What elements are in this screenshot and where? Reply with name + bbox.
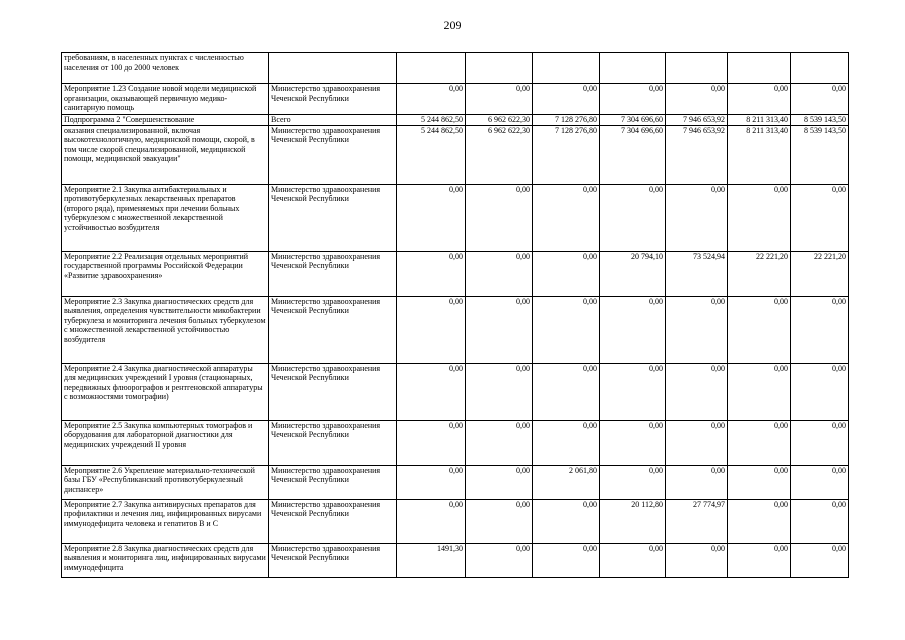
activity-name-cell: оказания специализированной, включая высокотехнологичную, медицинской помощи, скорой, в том числе скорой специализированной, медицинской помощи, медицинской эвакуации" (62, 125, 269, 184)
amount-cell: 0,00 (728, 543, 791, 577)
amount-cell: 0,00 (397, 84, 466, 115)
amount-cell: 0,00 (666, 296, 728, 363)
amount-cell (600, 53, 666, 84)
executor-cell: Министерство здравоохранения Чеченской Республики (269, 125, 397, 184)
amount-cell: 22 221,20 (728, 251, 791, 296)
amount-cell: 0,00 (533, 184, 600, 251)
amount-cell: 0,00 (600, 184, 666, 251)
amount-cell: 8 539 143,50 (791, 125, 849, 184)
amount-cell: 73 524,94 (666, 251, 728, 296)
executor-cell: Министерство здравоохранения Чеченской Республики (269, 84, 397, 115)
table-row (62, 125, 849, 184)
amount-cell: 20 794,10 (600, 251, 666, 296)
table-row (62, 363, 849, 420)
executor-cell: Министерство здравоохранения Чеченской Республики (269, 251, 397, 296)
amount-cell: 0,00 (600, 84, 666, 115)
amount-cell (666, 53, 728, 84)
amount-cell: 0,00 (791, 499, 849, 543)
table-body (62, 53, 849, 578)
amount-cell: 0,00 (466, 251, 533, 296)
amount-cell: 0,00 (533, 363, 600, 420)
amount-cell: 0,00 (728, 296, 791, 363)
amount-cell: 0,00 (728, 84, 791, 115)
amount-cell: 6 962 622,30 (466, 125, 533, 184)
amount-cell: 0,00 (466, 543, 533, 577)
amount-cell: 0,00 (533, 499, 600, 543)
amount-cell: 6 962 622,30 (466, 115, 533, 126)
table-row (62, 296, 849, 363)
table-row (62, 499, 849, 543)
activity-name-cell: Мероприятие 1.23 Создание новой модели медицинской организации, оказывающей первичную медико-санитарную помощь (62, 84, 269, 115)
amount-cell: 8 211 313,40 (728, 115, 791, 126)
amount-cell: 0,00 (466, 84, 533, 115)
amount-cell: 20 112,80 (600, 499, 666, 543)
budget-table (61, 52, 849, 578)
amount-cell (397, 53, 466, 84)
table-row (62, 84, 849, 115)
amount-cell: 0,00 (466, 184, 533, 251)
executor-cell: Всего (269, 115, 397, 126)
amount-cell: 0,00 (791, 420, 849, 465)
amount-cell: 1491,30 (397, 543, 466, 577)
amount-cell: 27 774,97 (666, 499, 728, 543)
amount-cell: 7 128 276,80 (533, 125, 600, 184)
table-row (62, 115, 849, 126)
amount-cell: 7 304 696,60 (600, 125, 666, 184)
activity-name-cell: Мероприятие 2.4 Закупка диагностической аппаратуры для медицинских учреждений I уровня (стационарных, передвижных флюорографов и рентгеновской аппаратуры с возможностями томографии) (62, 363, 269, 420)
amount-cell (466, 53, 533, 84)
amount-cell: 0,00 (533, 251, 600, 296)
amount-cell: 7 128 276,80 (533, 115, 600, 126)
amount-cell: 0,00 (791, 184, 849, 251)
amount-cell: 0,00 (728, 363, 791, 420)
table-row (62, 420, 849, 465)
amount-cell: 7 946 653,92 (666, 125, 728, 184)
amount-cell: 0,00 (666, 465, 728, 499)
amount-cell (533, 53, 600, 84)
executor-cell: Министерство здравоохранения Чеченской Республики (269, 420, 397, 465)
activity-name-cell: Мероприятие 2.1 Закупка антибактериальных и противотуберкулезных лекарственных препаратов (второго ряда), применяемых при лечении больных туберкулезом с множественной лекарственной устойчивостью возбудителя (62, 184, 269, 251)
activity-name-cell: Мероприятие 2.2 Реализация отдельных мероприятий государственной программы Российской Федерации «Развитие здравоохранения» (62, 251, 269, 296)
amount-cell: 0,00 (600, 296, 666, 363)
amount-cell: 0,00 (666, 363, 728, 420)
activity-name-cell: Подпрограмма 2 "Совершенствование (62, 115, 269, 126)
amount-cell: 8 539 143,50 (791, 115, 849, 126)
amount-cell: 0,00 (600, 363, 666, 420)
amount-cell: 8 211 313,40 (728, 125, 791, 184)
executor-cell: Министерство здравоохранения Чеченской Республики (269, 543, 397, 577)
amount-cell: 0,00 (397, 420, 466, 465)
amount-cell (791, 53, 849, 84)
amount-cell: 0,00 (728, 499, 791, 543)
amount-cell: 0,00 (666, 184, 728, 251)
amount-cell: 0,00 (397, 296, 466, 363)
table-row (62, 251, 849, 296)
activity-name-cell: требованиям, в населенных пунктах с численностью населения от 100 до 2000 человек (62, 53, 269, 84)
activity-name-cell: Мероприятие 2.6 Укрепление материально-технической базы ГБУ «Республиканский противотуберкулезный диспансер» (62, 465, 269, 499)
executor-cell: Министерство здравоохранения Чеченской Республики (269, 363, 397, 420)
amount-cell: 0,00 (791, 363, 849, 420)
amount-cell: 2 061,80 (533, 465, 600, 499)
amount-cell (728, 53, 791, 84)
executor-cell: Министерство здравоохранения Чеченской Республики (269, 184, 397, 251)
amount-cell: 0,00 (533, 84, 600, 115)
executor-cell: Министерство здравоохранения Чеченской Республики (269, 499, 397, 543)
amount-cell: 0,00 (791, 296, 849, 363)
executor-cell: Министерство здравоохранения Чеченской Республики (269, 465, 397, 499)
amount-cell: 0,00 (791, 84, 849, 115)
amount-cell: 22 221,20 (791, 251, 849, 296)
amount-cell: 0,00 (397, 465, 466, 499)
table-row (62, 53, 849, 84)
amount-cell: 0,00 (728, 184, 791, 251)
table-row (62, 184, 849, 251)
activity-name-cell: Мероприятие 2.5 Закупка компьютерных томографов и оборудования для лабораторной диагностики для медицинских учреждений II уровня (62, 420, 269, 465)
amount-cell: 0,00 (791, 465, 849, 499)
amount-cell: 0,00 (600, 543, 666, 577)
executor-cell (269, 53, 397, 84)
table-row (62, 465, 849, 499)
amount-cell: 0,00 (666, 543, 728, 577)
amount-cell: 0,00 (466, 499, 533, 543)
amount-cell: 0,00 (466, 465, 533, 499)
amount-cell: 7 304 696,60 (600, 115, 666, 126)
amount-cell: 0,00 (666, 84, 728, 115)
amount-cell: 0,00 (397, 363, 466, 420)
amount-cell: 0,00 (466, 296, 533, 363)
amount-cell: 0,00 (600, 420, 666, 465)
amount-cell: 0,00 (533, 420, 600, 465)
executor-cell: Министерство здравоохранения Чеченской Республики (269, 296, 397, 363)
amount-cell: 0,00 (533, 296, 600, 363)
activity-name-cell: Мероприятие 2.3 Закупка диагностических средств для выявления, определения чувствительности микобактерии туберкулеза и мониторинга лечения больных туберкулезом с множественной лекарственной устойчивостью возбудителя (62, 296, 269, 363)
amount-cell: 0,00 (728, 465, 791, 499)
amount-cell: 0,00 (791, 543, 849, 577)
amount-cell: 5 244 862,50 (397, 125, 466, 184)
page-number: 209 (443, 18, 462, 32)
amount-cell: 0,00 (600, 465, 666, 499)
amount-cell: 0,00 (397, 251, 466, 296)
amount-cell: 0,00 (397, 499, 466, 543)
amount-cell: 5 244 862,50 (397, 115, 466, 126)
activity-name-cell: Мероприятие 2.7 Закупка антивирусных препаратов для профилактики и лечения лиц, инфицированных вирусами иммунодефицита человека и гепатитов B и C (62, 499, 269, 543)
amount-cell: 0,00 (466, 363, 533, 420)
amount-cell: 0,00 (466, 420, 533, 465)
activity-name-cell: Мероприятие 2.8 Закупка диагностических средств для выявления и мониторинга лиц, инфицированных вирусами иммунодефицита (62, 543, 269, 577)
amount-cell: 0,00 (533, 543, 600, 577)
amount-cell: 0,00 (728, 420, 791, 465)
table-row (62, 543, 849, 577)
amount-cell: 7 946 653,92 (666, 115, 728, 126)
amount-cell: 0,00 (397, 184, 466, 251)
amount-cell: 0,00 (666, 420, 728, 465)
